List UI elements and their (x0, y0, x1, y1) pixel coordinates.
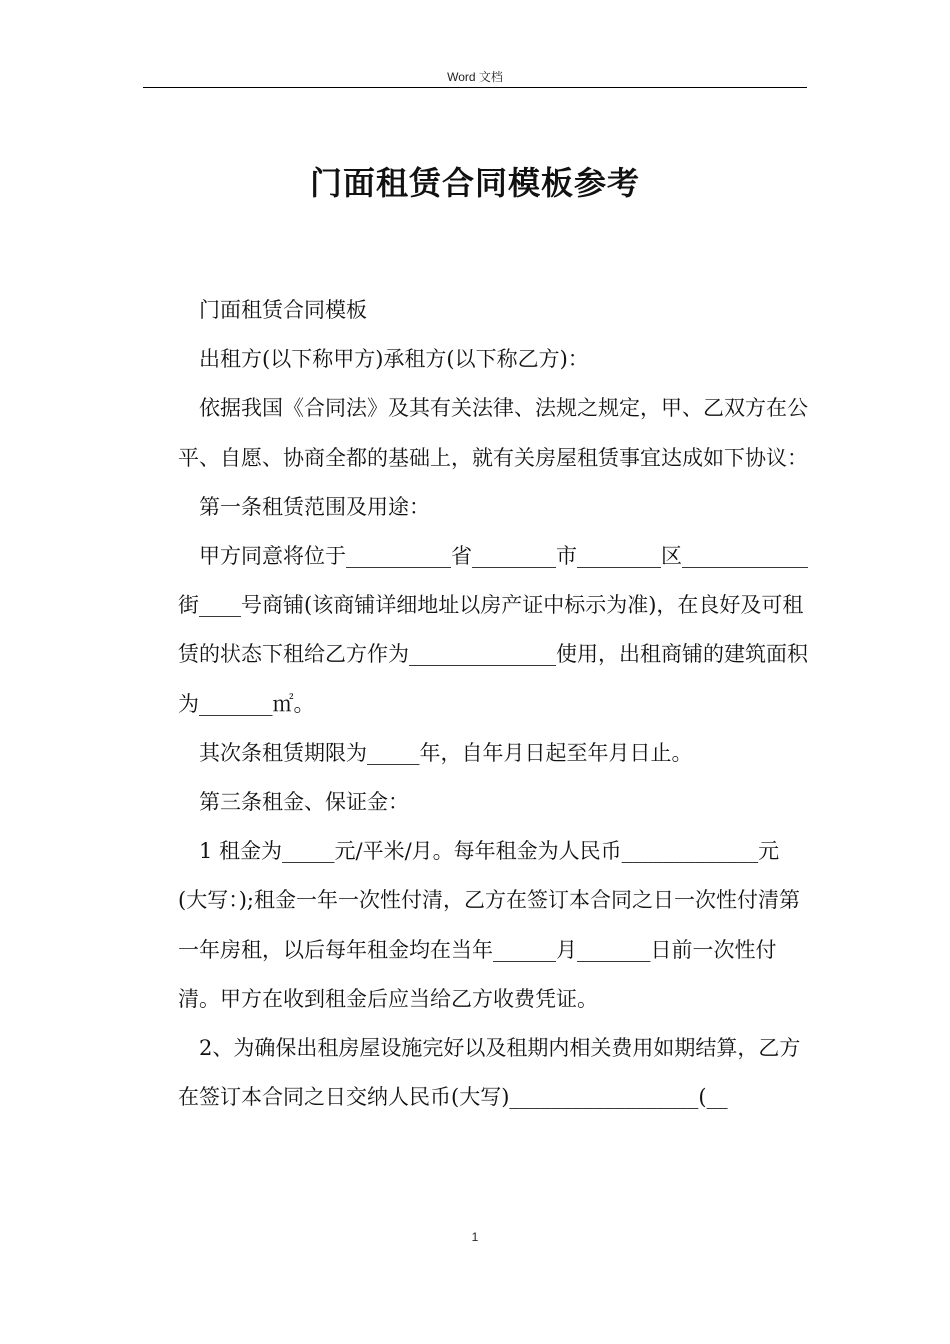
paragraph-deposit: 2、为确保出租房屋设施完好以及租期内相关费用如期结算，乙方在签订本合同之日交纳人民币(大写)__________________(__ (178, 1036, 801, 1110)
page-number: 1 (471, 1230, 479, 1244)
paragraph-basis: 依据我国《合同法》及其有关法律、法规之规定，甲、乙双方在公平、自愿、协商全都的基础上，就有关房屋租赁事宜达成如下协议： (178, 396, 808, 470)
paragraph-article-2: 其次条租赁期限为_____年，自年月日起至年月日止。 (199, 740, 693, 765)
paragraph-article-1-heading: 第一条租赁范围及用途： (199, 494, 430, 519)
document-header-label: Word 文档 (447, 70, 503, 84)
paragraph-parties: 出租方(以下称甲方)承租方(以下称乙方)： (199, 347, 589, 372)
document-body (178, 286, 808, 1122)
paragraph-subtitle: 门面租赁合同模板 (199, 298, 367, 322)
paragraph-rent: 1 租金为_____元/平米/月。每年租金为人民币_____________元(大写：);租金一年一次性付清，乙方在签订本合同之日一次性付清第一年房租，以后每年租金均在当年______月_______日前一次性付清。甲方在收到租金后应当给乙方收费凭证。 (178, 839, 800, 1011)
paragraph-article-3-heading: 第三条租金、保证金： (199, 790, 409, 815)
document-title: 门面租赁合同模板参考 (309, 164, 640, 202)
paragraph-article-1-body: 甲方同意将位于__________省________市________区____________街____号商铺(该商铺详细地址以房产证中标示为准)，在良好及可租赁的状态下租给乙方作为______________使用，出租商铺的建筑面积为_______㎡。 (178, 544, 808, 716)
header-divider (143, 87, 807, 88)
